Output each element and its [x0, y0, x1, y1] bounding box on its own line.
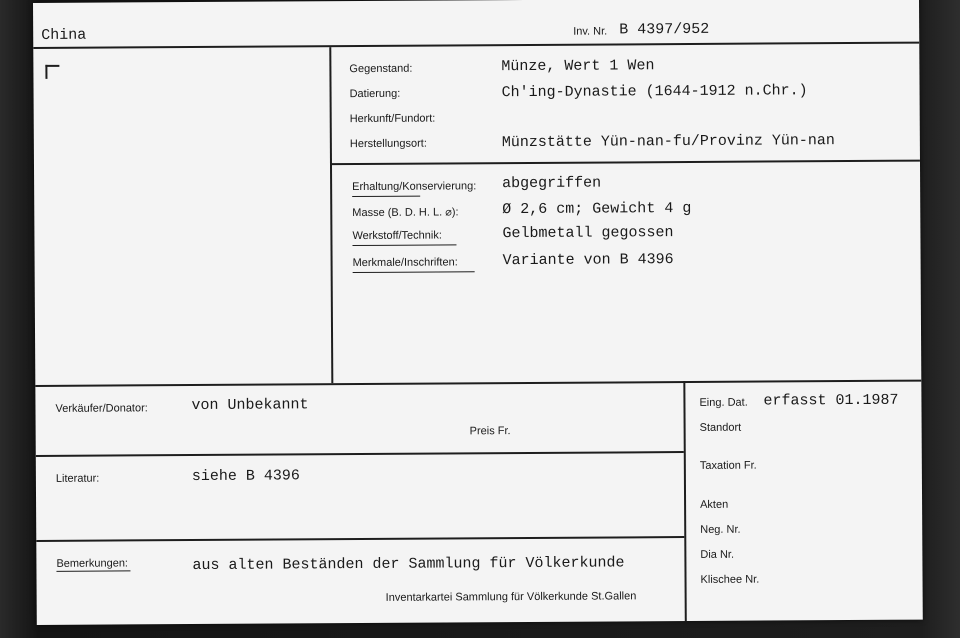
verkaeufer-label: Verkäufer/Donator:: [55, 402, 148, 415]
image-corner-mark: [45, 65, 59, 79]
taxation-label: Taxation Fr.: [699, 459, 757, 472]
preis-label: Preis Fr.: [469, 425, 511, 438]
herstellungsort-value: Münzstätte Yün-nan-fu/Provinz Yün-nan: [501, 132, 835, 152]
gegenstand-value: Münze, Wert 1 Wen: [501, 57, 655, 76]
image-area-divider: [329, 47, 333, 383]
werkstoff-label: Werkstoff/Technik:: [352, 229, 442, 243]
datierung-label: Datierung:: [349, 87, 401, 101]
merkmale-value: Variante von B 4396: [502, 251, 674, 270]
footer-text: Inventarkartei Sammlung für Völkerkunde St.Gallen: [385, 590, 637, 604]
inv-nr-label: Inv. Nr.: [573, 25, 608, 38]
bemerkungen-underline: [56, 570, 130, 571]
merkmale-underline: [353, 271, 475, 273]
werkstoff-underline: [352, 244, 456, 246]
standort-label: Standort: [699, 421, 742, 434]
erhaltung-underline: [352, 196, 420, 197]
klischee-nr-label: Klischee Nr.: [700, 573, 760, 586]
header-divider: [33, 42, 919, 49]
herstellungsort-label: Herstellungsort:: [349, 137, 427, 151]
erhaltung-value: abgegriffen: [502, 174, 602, 193]
eing-dat-value: erfasst 01.1987: [763, 391, 899, 410]
country-label: China: [41, 26, 87, 44]
literatur-value: siehe B 4396: [191, 467, 300, 486]
inv-nr-value: B 4397/952: [619, 20, 710, 39]
eing-dat-label: Eing. Dat.: [699, 396, 748, 409]
verkaeufer-value: von Unbekannt: [191, 396, 309, 415]
herkunft-label: Herkunft/Fundort:: [349, 112, 436, 126]
akten-label: Akten: [700, 498, 729, 511]
werkstoff-value: Gelbmetall gegossen: [502, 224, 674, 243]
neg-nr-label: Neg. Nr.: [700, 523, 741, 536]
bemerkungen-value: aus alten Beständen der Sammlung für Völkerkunde: [192, 554, 625, 575]
verkaeufer-divider: [36, 451, 684, 457]
datierung-value: Ch'ing-Dynastie (1644-1912 n.Chr.): [501, 82, 808, 102]
masse-label: Masse (B. D. H. L. ⌀):: [352, 206, 459, 220]
erhaltung-label: Erhaltung/Konservierung:: [352, 180, 477, 194]
gegenstand-label: Gegenstand:: [349, 62, 413, 76]
main-divider: [35, 380, 921, 387]
literatur-divider: [36, 536, 684, 542]
bemerkungen-label: Bemerkungen:: [56, 557, 129, 570]
merkmale-label: Merkmale/Inschriften:: [352, 256, 458, 270]
dia-nr-label: Dia Nr.: [700, 548, 735, 561]
inventory-card: [33, 0, 923, 625]
object-divider: [331, 160, 920, 166]
literatur-label: Literatur:: [55, 472, 100, 485]
sidebar-divider: [683, 381, 686, 621]
masse-value: Ø 2,6 cm; Gewicht 4 g: [502, 199, 692, 219]
